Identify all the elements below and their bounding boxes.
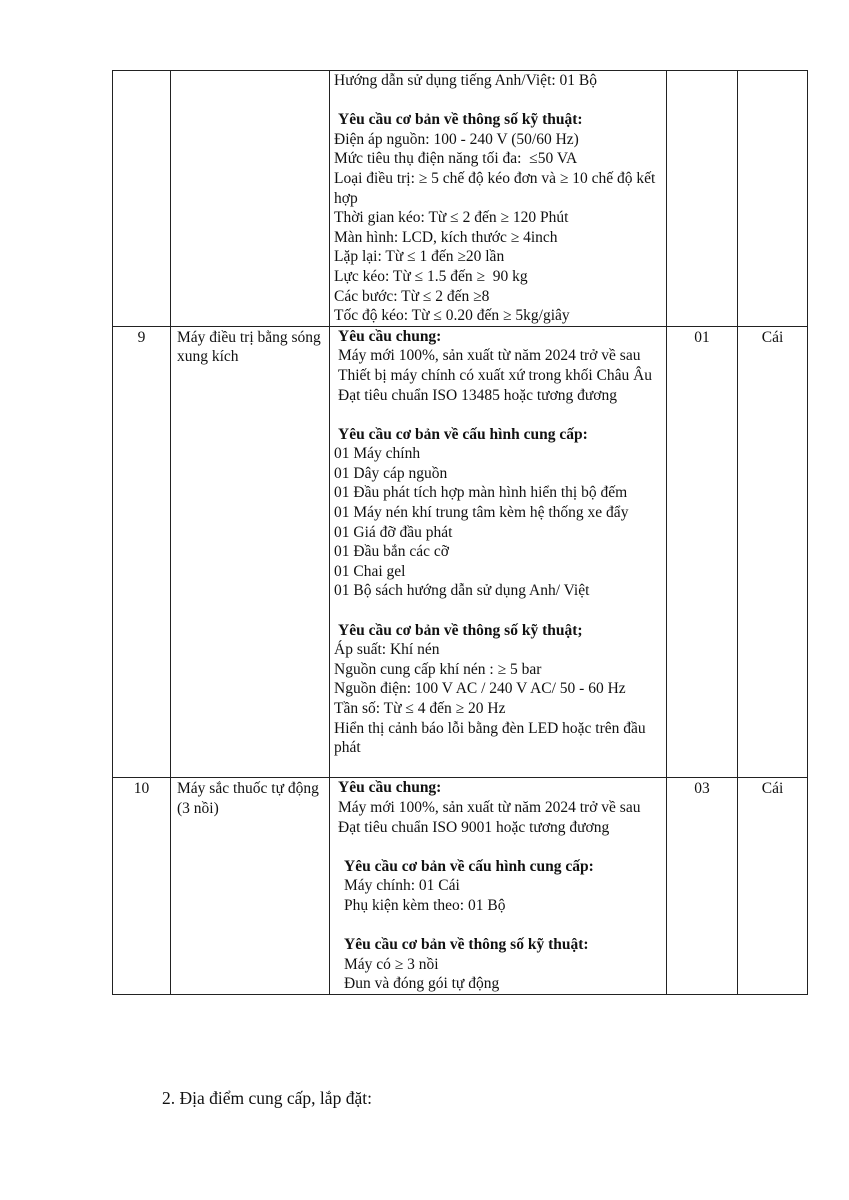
table-row <box>113 326 808 778</box>
section-heading: 2. Địa điểm cung cấp, lắp đặt: <box>162 1088 372 1108</box>
requirement-line: Hướng dẫn sử dụng tiếng Anh/Việt: 01 Bộ <box>334 72 598 89</box>
requirement-heading: Yêu cầu chung: <box>338 779 442 797</box>
requirement-line: Đun và đóng gói tự động <box>344 975 500 993</box>
quantity: 01 <box>667 326 738 778</box>
quantity <box>667 71 738 327</box>
requirement-line: Máy chính: 01 Cái <box>344 877 460 895</box>
requirement-heading: Yêu cầu cơ bản về thông số kỹ thuật; <box>338 621 583 639</box>
requirement-line: Tốc độ kéo: Từ ≤ 0.20 đến ≥ 5kg/giây <box>334 307 570 325</box>
blank-line <box>334 916 662 936</box>
spec-table-body <box>113 71 808 995</box>
row-number: 10 <box>113 778 171 995</box>
requirement-line: Phụ kiện kèm theo: 01 Bộ <box>344 896 506 914</box>
requirement-line: Mức tiêu thụ điện năng tối đa: ≤50 VA <box>334 150 578 168</box>
requirement-line: 01 Máy chính <box>334 445 421 463</box>
requirements-cell <box>330 71 667 327</box>
row-number <box>113 71 171 327</box>
requirement-line: Máy có ≥ 3 nồi <box>344 955 439 973</box>
requirement-line: Nguồn điện: 100 V AC / 240 V AC/ 50 - 60 Hz <box>334 680 626 698</box>
requirement-line: Hiển thị cảnh báo lỗi bằng đèn LED hoặc trên đầu phát <box>334 719 650 757</box>
requirement-line: 01 Máy nén khí trung tâm kèm hệ thống xe đẩy <box>334 504 629 522</box>
requirement-heading: Yêu cầu cơ bản về cấu hình cung cấp: <box>338 425 588 443</box>
blank-line <box>334 601 662 621</box>
blank-line <box>334 405 662 425</box>
requirement-line: 01 Đầu phát tích hợp màn hình hiển thị bộ đếm <box>334 484 628 502</box>
requirement-line: Nguồn cung cấp khí nén : ≥ 5 bar <box>334 660 542 678</box>
requirement-line: Thời gian kéo: Từ ≤ 2 đến ≥ 120 Phút <box>334 209 569 227</box>
requirement-line: 01 Chai gel <box>334 562 406 580</box>
requirement-line: Loại điều trị: ≥ 5 chế độ kéo đơn và ≥ 10 chế độ kết hợp <box>334 169 660 207</box>
requirements-cell <box>330 778 667 995</box>
unit: Cái <box>738 778 808 995</box>
requirement-line: Máy mới 100%, sản xuất từ năm 2024 trở về sau <box>338 347 641 365</box>
blank-line <box>334 91 662 111</box>
requirement-line: Màn hình: LCD, kích thước ≥ 4inch <box>334 228 558 246</box>
requirement-heading: Yêu cầu chung: <box>338 327 442 345</box>
requirement-line: Đạt tiêu chuẩn ISO 13485 hoặc tương đương <box>338 386 617 404</box>
requirement-line: 01 Dây cáp nguồn <box>334 464 448 482</box>
requirement-line: Áp suất: Khí nén <box>334 641 440 659</box>
equipment-name: Máy điều trị bằng sóng xung kích <box>171 326 330 778</box>
blank-line <box>334 758 662 778</box>
equipment-spec-table <box>112 70 808 995</box>
unit: Cái <box>738 326 808 778</box>
requirement-line: 01 Đầu bắn các cỡ <box>334 543 449 561</box>
requirement-line: Đạt tiêu chuẩn ISO 9001 hoặc tương đương <box>338 818 610 836</box>
requirement-heading: Yêu cầu cơ bản về thông số kỹ thuật: <box>338 111 583 129</box>
requirement-heading: Yêu cầu cơ bản về cấu hình cung cấp: <box>344 857 594 875</box>
requirement-line: Lặp lại: Từ ≤ 1 đến ≥20 lần <box>334 248 505 266</box>
requirement-line: 01 Bộ sách hướng dẫn sử dụng Anh/ Việt <box>334 582 590 600</box>
requirement-line: Điện áp nguồn: 100 - 240 V (50/60 Hz) <box>334 130 579 148</box>
row-number: 9 <box>113 326 171 778</box>
requirement-line: Lực kéo: Từ ≤ 1.5 đến ≥ 90 kg <box>334 267 528 285</box>
requirement-line: 01 Giá đỡ đầu phát <box>334 523 453 541</box>
requirement-line: Thiết bị máy chính có xuất xứ trong khối Châu Âu <box>338 366 653 384</box>
equipment-name <box>171 71 330 327</box>
blank-line <box>334 837 662 857</box>
unit <box>738 71 808 327</box>
requirements-cell <box>330 326 667 778</box>
table-row <box>113 71 808 327</box>
table-row <box>113 778 808 995</box>
equipment-name: Máy sắc thuốc tự động (3 nồi) <box>171 778 330 995</box>
requirement-line: Tần số: Từ ≤ 4 đến ≥ 20 Hz <box>334 700 506 717</box>
quantity: 03 <box>667 778 738 995</box>
requirement-line: Các bước: Từ ≤ 2 đến ≥8 <box>334 287 490 305</box>
requirement-line: Máy mới 100%, sản xuất từ năm 2024 trở về sau <box>338 798 641 816</box>
requirement-heading: Yêu cầu cơ bản về thông số kỹ thuật: <box>344 936 589 954</box>
